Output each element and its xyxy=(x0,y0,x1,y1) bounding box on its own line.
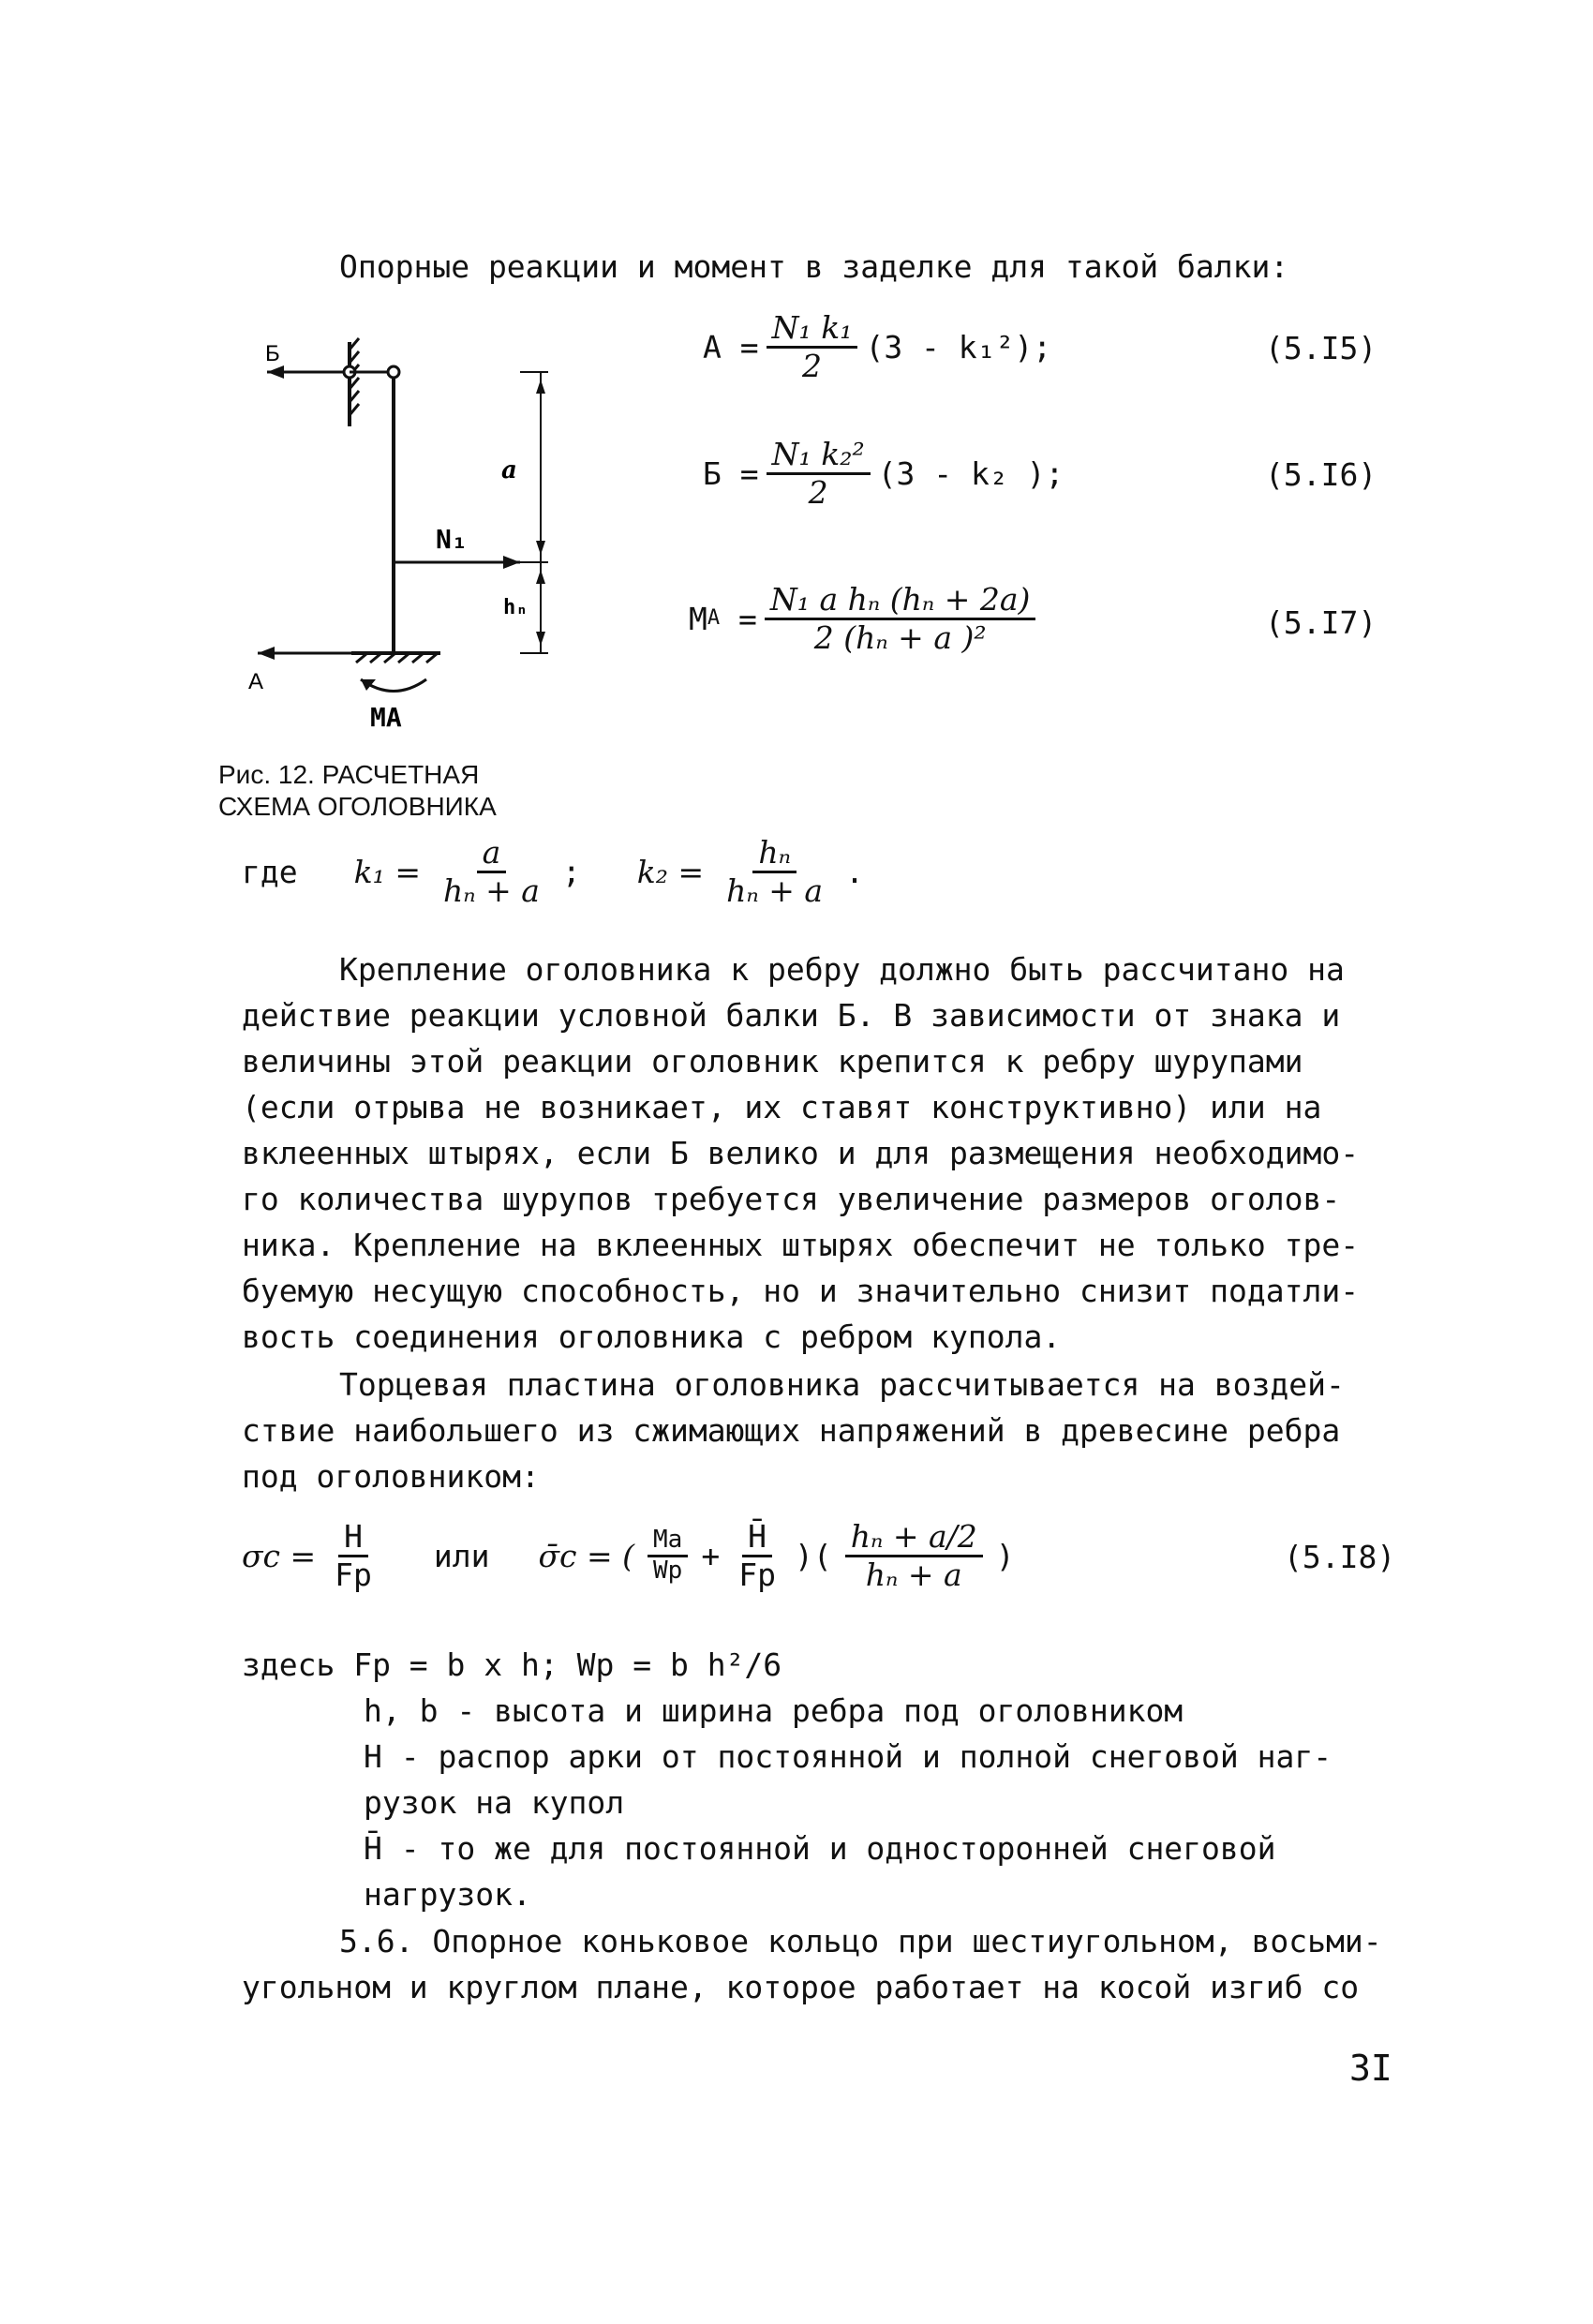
defs-line: H - распор арки от постоянной и полной снеговой наг- xyxy=(364,1738,1332,1775)
eq17-den: 2 (hₙ + a )² xyxy=(813,618,987,656)
eq18-lhs2: σ̄c = ( xyxy=(538,1537,635,1574)
para1-line: действие реакции условной балки Б. В зависимости от знака и xyxy=(242,997,1341,1034)
eq18-close: ) xyxy=(995,1537,1015,1574)
para2-line: ствие наибольшего из сжимающих напряжений в древесине ребра xyxy=(242,1412,1341,1449)
para1-line: вклеенных штырях, если Б велико и для размещения необходимо- xyxy=(242,1135,1360,1171)
eq17-number: (5.I7) xyxy=(1265,604,1377,641)
where-k-definitions xyxy=(242,829,864,914)
eq16-factor: (3 - k₂ ); xyxy=(877,454,1064,492)
eq18-f1-den: Fp xyxy=(335,1556,372,1593)
label-n1: N₁ xyxy=(436,524,468,555)
eq18-f3-num: H̄ xyxy=(742,1519,772,1557)
upper-hinge xyxy=(388,366,399,378)
defs-here: здесь Fp = b x h; Wp = b h²/6 xyxy=(242,1646,782,1683)
para2-line: под оголовником: xyxy=(242,1458,540,1495)
para1-line: буемую несущую способность, но и значительно снизит податли- xyxy=(242,1273,1360,1309)
eq18-plus: + xyxy=(701,1537,721,1574)
eq18-f4-den: hₙ + a xyxy=(865,1556,962,1593)
defs-line: h, b - высота и ширина ребра под оголовником xyxy=(364,1692,1184,1729)
para3-line: 5.6. Опорное коньковое кольцо при шестиугольном, восьми- xyxy=(339,1923,1382,1959)
defs-line: нагрузок. xyxy=(364,1876,531,1913)
k-sep: ; xyxy=(561,853,581,890)
design-scheme-figure xyxy=(239,323,558,736)
intro-line: Опорные реакции и момент в заделке для такой балки: xyxy=(339,248,1289,285)
eq18-f2-num: Ma xyxy=(648,1527,688,1557)
label-ma: MA xyxy=(370,702,402,733)
eq17-lhs-sub: A xyxy=(707,606,721,630)
eq15-number: (5.I5) xyxy=(1265,330,1377,366)
k1-num: a xyxy=(477,835,507,873)
label-dim-a: a xyxy=(501,456,517,484)
para1-line: вость соединения оголовника с ребром купола. xyxy=(242,1318,1062,1355)
defs-line: H̄ - то же для постоянной и односторонней снеговой xyxy=(364,1830,1276,1867)
para2-line: Торцевая пластина оголовника рассчитывается на воздей- xyxy=(339,1366,1345,1403)
eq16-lhs: Б xyxy=(703,454,722,492)
eq18-number: (5.I8) xyxy=(1284,1539,1396,1575)
figure-caption xyxy=(218,759,497,823)
caption-line-2: СХЕМА ОГОЛОВНИКА xyxy=(218,792,497,821)
label-b: Б xyxy=(265,341,280,366)
para1-line: (если отрыва не возникает, их ставят конструктивно) или на xyxy=(242,1089,1322,1125)
eq18-f1-num: H xyxy=(338,1519,368,1557)
caption-line-1: Рис. 12. РАСЧЕТНАЯ xyxy=(218,760,480,789)
defs-line: рузок на купол xyxy=(364,1784,625,1821)
eq16-number: (5.I6) xyxy=(1265,456,1377,493)
k2-den: hₙ + a xyxy=(726,872,824,909)
k2-lhs: k₂ = xyxy=(636,853,705,890)
para1-line: го количества шурупов требуется увеличение размеров оголов- xyxy=(242,1181,1341,1217)
where-word: где xyxy=(242,853,298,890)
eq18-f2-den: Wp xyxy=(653,1556,683,1585)
paragraph-1 xyxy=(242,946,1390,1360)
para1-line: ника. Крепление на вклеенных штырях обеспечит не только тре- xyxy=(242,1227,1360,1263)
k1-den: hₙ + a xyxy=(442,872,540,909)
eq18-lhs1: σc = xyxy=(242,1537,317,1574)
para1-line: Крепление оголовника к ребру должно быть рассчитано на xyxy=(339,951,1345,988)
k-end: . xyxy=(845,853,864,890)
label-a: A xyxy=(248,669,264,694)
paragraph-2 xyxy=(242,1362,1390,1499)
label-hn: hₙ xyxy=(503,596,529,619)
k2-num: hₙ xyxy=(752,835,796,873)
eq17-lhs: M xyxy=(689,600,707,637)
definitions-block xyxy=(242,1642,1332,1917)
eq15-factor: (3 - k₁²); xyxy=(865,328,1052,365)
eq16-den: 2 xyxy=(808,473,828,511)
equation-5-15: A = $\frac{\text{N₁ k₁}}{2}$ (3 - k₁²); xyxy=(703,308,1052,384)
eq18-f3-den: Fp xyxy=(738,1556,776,1593)
eq18-mid: )( xyxy=(794,1537,832,1574)
para3-line: угольном и круглом плане, которое работает на косой изгиб со xyxy=(242,1969,1360,2005)
eq15-num: N₁ k₁ xyxy=(767,310,858,349)
equation-5-17: M A = $\frac{\text{N₁ a hₙ (hₙ + 2a)}}{\text{2 (hₙ + a )²}}$ xyxy=(689,576,1043,661)
k1-lhs: k₁ = xyxy=(353,853,421,890)
para1-line: величины этой реакции оголовник крепится к ребру шурупами xyxy=(242,1043,1303,1080)
eq15-den: 2 xyxy=(802,347,823,384)
paragraph-3 xyxy=(242,1918,1390,2010)
equation-5-18 xyxy=(242,1495,1015,1616)
eq15-lhs: A xyxy=(703,328,722,365)
page-number: 3I xyxy=(1349,2048,1392,2089)
eq18-or: или xyxy=(433,1537,490,1574)
eq16-num: N₁ k₂² xyxy=(767,437,871,475)
eq18-f4-num: hₙ + a/2 xyxy=(845,1519,983,1557)
equation-5-16: Б = $\frac{\text{N₁ k₂²}}{2}$ (3 - k₂ ); xyxy=(703,435,1064,511)
eq17-num: N₁ a hₙ (hₙ + 2a) xyxy=(765,582,1036,620)
